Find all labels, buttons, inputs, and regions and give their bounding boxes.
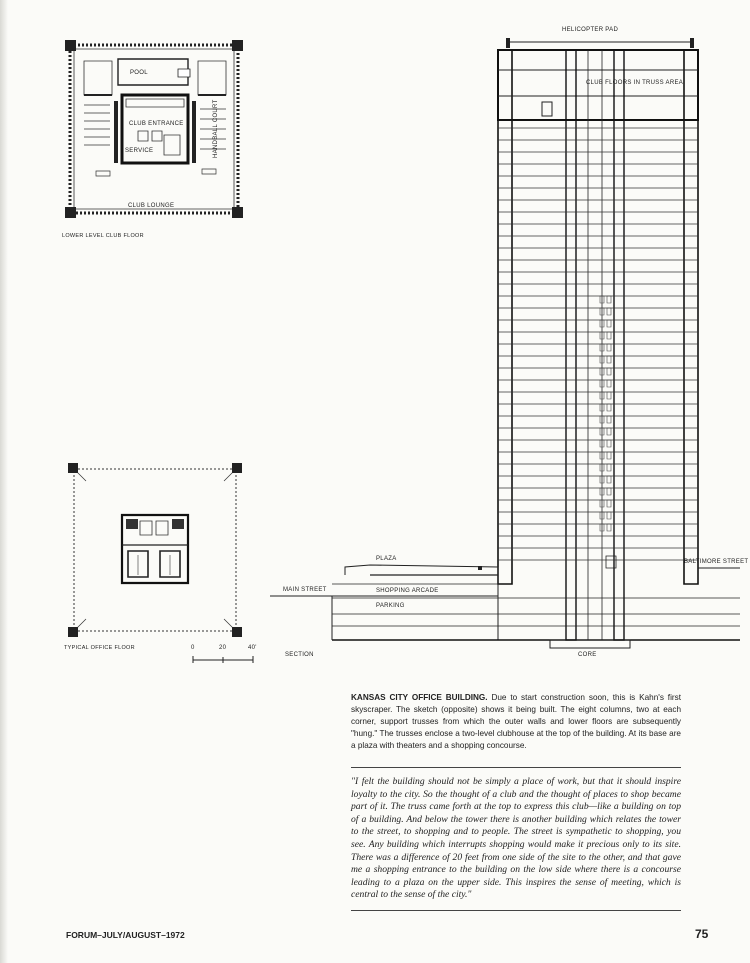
- door-mark: [607, 440, 611, 447]
- page-fold-shadow: [0, 0, 8, 963]
- caption-paragraph: [351, 692, 681, 752]
- label-baltimore-street: BALTIMORE STREET: [684, 559, 749, 565]
- label-plaza: PLAZA: [376, 556, 397, 562]
- door-mark: [607, 356, 611, 363]
- label-shopping-arcade: SHOPPING ARCADE: [376, 588, 439, 594]
- door-mark: [607, 308, 611, 315]
- door-mark: [607, 488, 611, 495]
- door-mark: [607, 476, 611, 483]
- door-mark: [607, 296, 611, 303]
- building-section-drawing: [270, 20, 750, 660]
- door-mark: [607, 404, 611, 411]
- caption-text: Due to start construction soon, this is Kahn's first skyscraper. The sketch (opposite) shows it being built. The eight columns, two at each corner, support trusses from which the outer walls and lower floors are subsequently "hung." The trusses enclose a two-level clubhouse at the top of the building. At its base are a plaza with theaters and a shopping concourse.: [351, 693, 681, 750]
- label-core: CORE: [578, 652, 597, 658]
- label-pool: POOL: [130, 70, 148, 76]
- door-mark: [607, 416, 611, 423]
- label-section-title: SECTION: [285, 652, 314, 658]
- label-main-street: MAIN STREET: [283, 587, 327, 593]
- label-service: SERVICE: [125, 148, 154, 154]
- label-parking: PARKING: [376, 603, 405, 609]
- label-club-lounge: CLUB LOUNGE: [128, 203, 175, 209]
- scale-label-40: 40': [248, 645, 257, 651]
- lower-level-plan-title: LOWER LEVEL CLUB FLOOR: [62, 233, 144, 239]
- label-helicopter-pad: HELICOPTER PAD: [562, 27, 619, 33]
- label-club-entrance: CLUB ENTRANCE: [129, 121, 184, 127]
- scale-label-20: 20: [219, 645, 227, 651]
- door-mark: [607, 368, 611, 375]
- scale-label-0: 0: [191, 645, 195, 651]
- footer-publication: FORUM–JULY/AUGUST–1972: [66, 930, 185, 940]
- door-mark: [607, 452, 611, 459]
- door-mark: [607, 500, 611, 507]
- divider-top: [351, 767, 681, 768]
- divider-bottom: [351, 910, 681, 911]
- label-club-floors: CLUB FLOORS IN TRUSS AREA: [586, 80, 684, 86]
- typical-office-floor-plan: [60, 455, 250, 645]
- door-mark: [607, 512, 611, 519]
- door-mark: [607, 320, 611, 327]
- lower-level-club-floor-plan: [60, 35, 250, 225]
- page-number: 75: [695, 927, 709, 941]
- door-mark: [607, 428, 611, 435]
- caption-heading: KANSAS CITY OFFICE BUILDING.: [351, 693, 488, 702]
- door-mark: [607, 344, 611, 351]
- door-mark: [607, 380, 611, 387]
- kahn-quote: "I felt the building should not be simply a place of work, but that it should inspire loyalty to the city. So the thought of a club and the thought of places to shop became part of it. The truss came forth at the top to express this club—like a building on top of a building. And below the tower there is another building which relates the tower to the street, to shopping and to people. The street is sympathetic to shopping, you see. Any building which interrupts shopping would make it precious only to its site. There was a difference of 20 feet from one side of the site to the other, and that gave me a shopping entrance to the building on the low side where there is a concourse leading to a plaza on the upper side. This inspires the sense of meeting, which is central to the sense of the city.": [351, 776, 681, 901]
- door-mark: [607, 464, 611, 471]
- door-mark: [607, 332, 611, 339]
- label-handball-court: HANDBALL COURT: [213, 99, 219, 158]
- typical-floor-plan-title: TYPICAL OFFICE FLOOR: [64, 645, 135, 651]
- door-mark: [607, 392, 611, 399]
- scale-bar: [191, 655, 261, 665]
- door-mark: [607, 524, 611, 531]
